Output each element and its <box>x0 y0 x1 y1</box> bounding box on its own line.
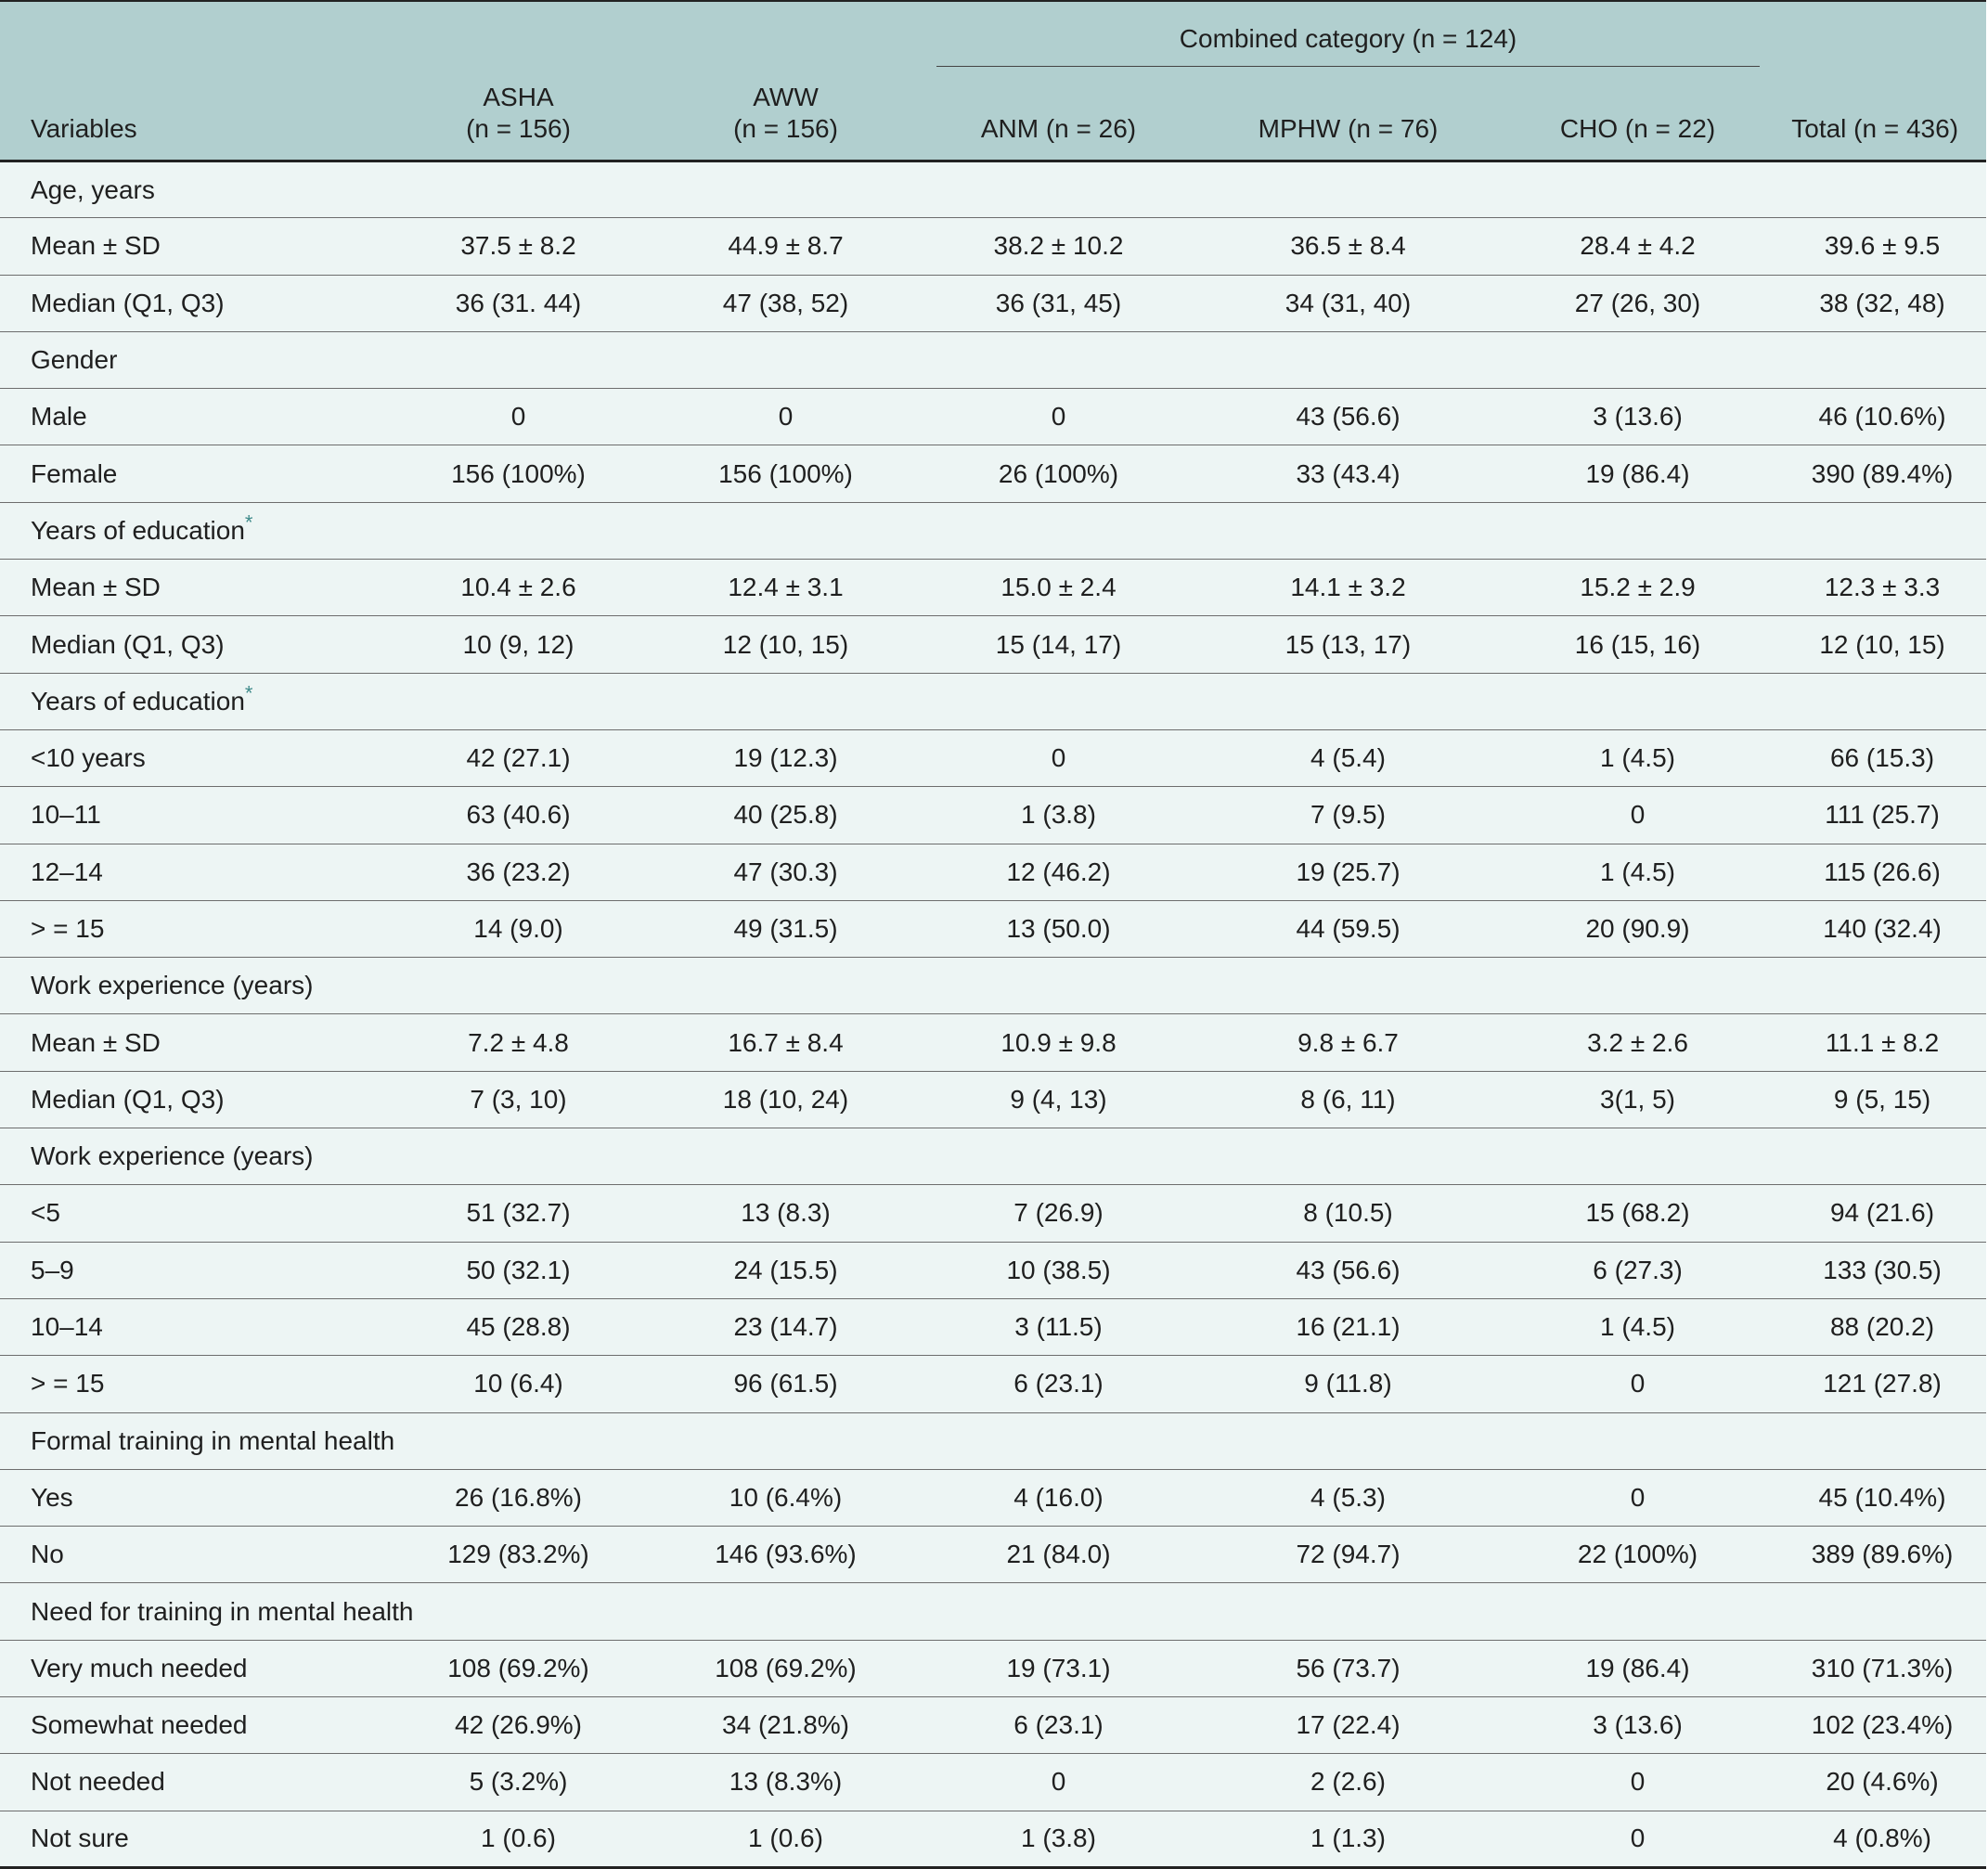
table-group-row <box>0 1583 1986 1640</box>
table-cell: 21 (84.0) <box>918 1527 1199 1583</box>
table-cell: 26 (100%) <box>918 445 1199 502</box>
header-cho: CHO (n = 22) <box>1497 82 1778 161</box>
table-cell: 56 (73.7) <box>1199 1640 1497 1696</box>
group-heading <box>0 958 1986 1014</box>
table-cell: 1 (0.6) <box>653 1811 918 1867</box>
table-cell: 51 (32.7) <box>383 1185 653 1242</box>
table-row <box>0 1811 1986 1867</box>
table-row <box>0 729 1986 786</box>
table-cell: 3 (11.5) <box>918 1298 1199 1355</box>
row-label: <5 <box>0 1185 383 1242</box>
table-cell: 28.4 ± 4.2 <box>1497 218 1778 275</box>
table-cell: 3 (13.6) <box>1497 1697 1778 1754</box>
table-cell: 38 (32, 48) <box>1778 275 1986 331</box>
table-cell: 1 (3.8) <box>918 1811 1199 1867</box>
header-aww-name: AWW <box>753 83 819 111</box>
group-heading <box>0 331 1986 388</box>
table-cell: 10.4 ± 2.6 <box>383 560 653 616</box>
table-cell: 43 (56.6) <box>1199 1242 1497 1298</box>
table-cell: 140 (32.4) <box>1778 900 1986 957</box>
group-heading <box>0 1128 1986 1185</box>
table-cell: 47 (38, 52) <box>653 275 918 331</box>
group-heading-label: Years of education <box>31 515 245 545</box>
table-cell: 10 (6.4) <box>383 1356 653 1412</box>
table-cell: 390 (89.4%) <box>1778 445 1986 502</box>
table-cell: 0 <box>1497 1811 1778 1867</box>
table-cell: 310 (71.3%) <box>1778 1640 1986 1696</box>
table-cell: 45 (10.4%) <box>1778 1469 1986 1526</box>
footnote-asterisk: * <box>244 510 253 535</box>
table-cell: 19 (86.4) <box>1497 445 1778 502</box>
table-cell: 8 (6, 11) <box>1199 1071 1497 1128</box>
row-label: Female <box>0 445 383 502</box>
row-label: 10–14 <box>0 1298 383 1355</box>
group-heading-label: Work experience (years) <box>31 971 314 1000</box>
table-cell: 102 (23.4%) <box>1778 1697 1986 1754</box>
table-cell: 46 (10.6%) <box>1778 389 1986 445</box>
table-cell: 18 (10, 24) <box>653 1071 918 1128</box>
table-cell: 15.2 ± 2.9 <box>1497 560 1778 616</box>
table-cell: 47 (30.3) <box>653 844 918 900</box>
header-asha-name: ASHA <box>483 83 554 111</box>
table-cell: 389 (89.6%) <box>1778 1527 1986 1583</box>
table-group-row <box>0 502 1986 559</box>
row-label: Yes <box>0 1469 383 1526</box>
table-cell: 34 (21.8%) <box>653 1697 918 1754</box>
table-cell: 4 (16.0) <box>918 1469 1199 1526</box>
group-heading <box>0 673 1986 729</box>
table-row <box>0 1640 1986 1696</box>
row-label: Very much needed <box>0 1640 383 1696</box>
group-heading <box>0 161 1986 218</box>
footnote-asterisk: * <box>244 681 253 705</box>
table-cell: 0 <box>1497 1356 1778 1412</box>
header-mphw: MPHW (n = 76) <box>1199 82 1497 161</box>
table-row <box>0 1185 1986 1242</box>
table-cell: 19 (12.3) <box>653 729 918 786</box>
row-label: Median (Q1, Q3) <box>0 275 383 331</box>
table-cell: 10 (38.5) <box>918 1242 1199 1298</box>
table-cell: 96 (61.5) <box>653 1356 918 1412</box>
table-cell: 66 (15.3) <box>1778 729 1986 786</box>
table-cell: 6 (27.3) <box>1497 1242 1778 1298</box>
table-row <box>0 560 1986 616</box>
table-cell: 1 (3.8) <box>918 787 1199 844</box>
group-heading <box>0 502 1986 559</box>
header-asha <box>383 1 653 161</box>
table-cell: 39.6 ± 9.5 <box>1778 218 1986 275</box>
row-label: Not sure <box>0 1811 383 1867</box>
table-cell: 13 (8.3%) <box>653 1754 918 1811</box>
table-row <box>0 218 1986 275</box>
table-cell: 129 (83.2%) <box>383 1527 653 1583</box>
table-body <box>0 161 1986 1868</box>
table-cell: 12.4 ± 3.1 <box>653 560 918 616</box>
table-cell: 0 <box>918 729 1199 786</box>
row-label: Not needed <box>0 1754 383 1811</box>
table-group-row <box>0 331 1986 388</box>
table-cell: 1 (1.3) <box>1199 1811 1497 1867</box>
table-cell: 5 (3.2%) <box>383 1754 653 1811</box>
table-cell: 6 (23.1) <box>918 1356 1199 1412</box>
table-cell: 15 (68.2) <box>1497 1185 1778 1242</box>
table-cell: 16.7 ± 8.4 <box>653 1014 918 1071</box>
table-row <box>0 1754 1986 1811</box>
table-cell: 45 (28.8) <box>383 1298 653 1355</box>
table-cell: 44.9 ± 8.7 <box>653 218 918 275</box>
table-cell: 1 (4.5) <box>1497 729 1778 786</box>
table-row <box>0 616 1986 673</box>
header-combined-category <box>918 1 1778 82</box>
table-cell: 26 (16.8%) <box>383 1469 653 1526</box>
table-cell: 72 (94.7) <box>1199 1527 1497 1583</box>
table-row <box>0 1298 1986 1355</box>
table-cell: 20 (4.6%) <box>1778 1754 1986 1811</box>
row-label: 10–11 <box>0 787 383 844</box>
group-heading-label: Gender <box>31 345 118 375</box>
table-cell: 0 <box>1497 1754 1778 1811</box>
table-cell: 4 (0.8%) <box>1778 1811 1986 1867</box>
table-row <box>0 445 1986 502</box>
group-heading-label: Work experience (years) <box>31 1141 314 1171</box>
header-asha-n: (n = 156) <box>466 114 571 143</box>
table-cell: 15 (13, 17) <box>1199 616 1497 673</box>
table-cell: 34 (31, 40) <box>1199 275 1497 331</box>
table-cell: 115 (26.6) <box>1778 844 1986 900</box>
table-cell: 7 (26.9) <box>918 1185 1199 1242</box>
table-cell: 94 (21.6) <box>1778 1185 1986 1242</box>
table-cell: 9 (4, 13) <box>918 1071 1199 1128</box>
table-group-row <box>0 958 1986 1014</box>
table-cell: 43 (56.6) <box>1199 389 1497 445</box>
table-header <box>0 1 1986 161</box>
row-label: No <box>0 1527 383 1583</box>
table-cell: 13 (50.0) <box>918 900 1199 957</box>
table-group-row <box>0 1128 1986 1185</box>
table-cell: 0 <box>653 389 918 445</box>
table-cell: 6 (23.1) <box>918 1697 1199 1754</box>
row-label: > = 15 <box>0 900 383 957</box>
row-label: Mean ± SD <box>0 1014 383 1071</box>
group-heading-label: Need for training in mental health <box>31 1596 414 1626</box>
table-cell: 9 (5, 15) <box>1778 1071 1986 1128</box>
table-cell: 19 (73.1) <box>918 1640 1199 1696</box>
table-cell: 1 (4.5) <box>1497 844 1778 900</box>
group-heading-label: Age, years <box>31 174 155 204</box>
table-cell: 3.2 ± 2.6 <box>1497 1014 1778 1071</box>
row-label: Somewhat needed <box>0 1697 383 1754</box>
table-cell: 3 (13.6) <box>1497 389 1778 445</box>
table-cell: 10.9 ± 9.8 <box>918 1014 1199 1071</box>
table-cell: 2 (2.6) <box>1199 1754 1497 1811</box>
group-heading <box>0 1412 1986 1469</box>
table-row <box>0 844 1986 900</box>
table-cell: 14 (9.0) <box>383 900 653 957</box>
table-cell: 1 (0.6) <box>383 1811 653 1867</box>
table-cell: 15.0 ± 2.4 <box>918 560 1199 616</box>
table-group-row <box>0 673 1986 729</box>
table-cell: 36 (31, 45) <box>918 275 1199 331</box>
table-cell: 36 (23.2) <box>383 844 653 900</box>
table-cell: 44 (59.5) <box>1199 900 1497 957</box>
table-cell: 1 (4.5) <box>1497 1298 1778 1355</box>
table-cell: 7.2 ± 4.8 <box>383 1014 653 1071</box>
row-label: 12–14 <box>0 844 383 900</box>
header-variables: Variables <box>0 1 383 161</box>
table-cell: 12 (10, 15) <box>1778 616 1986 673</box>
table-row <box>0 1014 1986 1071</box>
table-cell: 36 (31. 44) <box>383 275 653 331</box>
table-cell: 7 (9.5) <box>1199 787 1497 844</box>
table-cell: 38.2 ± 10.2 <box>918 218 1199 275</box>
table-cell: 40 (25.8) <box>653 787 918 844</box>
table-cell: 22 (100%) <box>1497 1527 1778 1583</box>
table-cell: 11.1 ± 8.2 <box>1778 1014 1986 1071</box>
table-row <box>0 1527 1986 1583</box>
row-label: > = 15 <box>0 1356 383 1412</box>
table-cell: 0 <box>383 389 653 445</box>
table-cell: 42 (26.9%) <box>383 1697 653 1754</box>
table-cell: 49 (31.5) <box>653 900 918 957</box>
row-label: Mean ± SD <box>0 218 383 275</box>
header-aww-n: (n = 156) <box>733 114 838 143</box>
table-row <box>0 1469 1986 1526</box>
table-cell: 9.8 ± 6.7 <box>1199 1014 1497 1071</box>
table-cell: 111 (25.7) <box>1778 787 1986 844</box>
table-row <box>0 900 1986 957</box>
table-row <box>0 787 1986 844</box>
table-cell: 12 (10, 15) <box>653 616 918 673</box>
row-label: Median (Q1, Q3) <box>0 616 383 673</box>
group-heading-label: Years of education <box>31 686 245 715</box>
table-cell: 0 <box>1497 1469 1778 1526</box>
table-cell: 0 <box>1497 787 1778 844</box>
table-cell: 13 (8.3) <box>653 1185 918 1242</box>
table-cell: 133 (30.5) <box>1778 1242 1986 1298</box>
table-cell: 37.5 ± 8.2 <box>383 218 653 275</box>
table-cell: 23 (14.7) <box>653 1298 918 1355</box>
table-cell: 156 (100%) <box>383 445 653 502</box>
table-cell: 7 (3, 10) <box>383 1071 653 1128</box>
table-cell: 0 <box>918 1754 1199 1811</box>
header-aww <box>653 1 918 161</box>
row-label: Median (Q1, Q3) <box>0 1071 383 1128</box>
table-row <box>0 389 1986 445</box>
table-cell: 27 (26, 30) <box>1497 275 1778 331</box>
table-cell: 19 (86.4) <box>1497 1640 1778 1696</box>
table-cell: 156 (100%) <box>653 445 918 502</box>
table-row <box>0 1242 1986 1298</box>
row-label: Mean ± SD <box>0 560 383 616</box>
table-group-row <box>0 161 1986 218</box>
table-cell: 50 (32.1) <box>383 1242 653 1298</box>
table-cell: 10 (6.4%) <box>653 1469 918 1526</box>
table-cell: 9 (11.8) <box>1199 1356 1497 1412</box>
row-label: Male <box>0 389 383 445</box>
table-cell: 12.3 ± 3.3 <box>1778 560 1986 616</box>
table-cell: 20 (90.9) <box>1497 900 1778 957</box>
table-row <box>0 1356 1986 1412</box>
header-total: Total (n = 436) <box>1778 1 1986 161</box>
table-cell: 146 (93.6%) <box>653 1527 918 1583</box>
table-row <box>0 1697 1986 1754</box>
table-cell: 88 (20.2) <box>1778 1298 1986 1355</box>
row-label: 5–9 <box>0 1242 383 1298</box>
group-heading-label: Formal training in mental health <box>31 1425 395 1455</box>
table-cell: 8 (10.5) <box>1199 1185 1497 1242</box>
table-cell: 10 (9, 12) <box>383 616 653 673</box>
table-cell: 3(1, 5) <box>1497 1071 1778 1128</box>
table-cell: 17 (22.4) <box>1199 1697 1497 1754</box>
header-combined-label: Combined category (n = 124) <box>936 23 1760 67</box>
group-heading <box>0 1583 1986 1640</box>
table-row <box>0 1071 1986 1128</box>
table-cell: 108 (69.2%) <box>653 1640 918 1696</box>
table-cell: 15 (14, 17) <box>918 616 1199 673</box>
table-cell: 0 <box>918 389 1199 445</box>
table-cell: 16 (15, 16) <box>1497 616 1778 673</box>
table-cell: 19 (25.7) <box>1199 844 1497 900</box>
table-cell: 33 (43.4) <box>1199 445 1497 502</box>
table-cell: 12 (46.2) <box>918 844 1199 900</box>
table-cell: 108 (69.2%) <box>383 1640 653 1696</box>
table-group-row <box>0 1412 1986 1469</box>
table-cell: 24 (15.5) <box>653 1242 918 1298</box>
table-cell: 4 (5.4) <box>1199 729 1497 786</box>
table-cell: 14.1 ± 3.2 <box>1199 560 1497 616</box>
row-label: <10 years <box>0 729 383 786</box>
table-cell: 121 (27.8) <box>1778 1356 1986 1412</box>
table-row <box>0 275 1986 331</box>
header-anm: ANM (n = 26) <box>918 82 1199 161</box>
table-cell: 4 (5.3) <box>1199 1469 1497 1526</box>
table-cell: 63 (40.6) <box>383 787 653 844</box>
table-cell: 42 (27.1) <box>383 729 653 786</box>
table-cell: 36.5 ± 8.4 <box>1199 218 1497 275</box>
table-cell: 16 (21.1) <box>1199 1298 1497 1355</box>
